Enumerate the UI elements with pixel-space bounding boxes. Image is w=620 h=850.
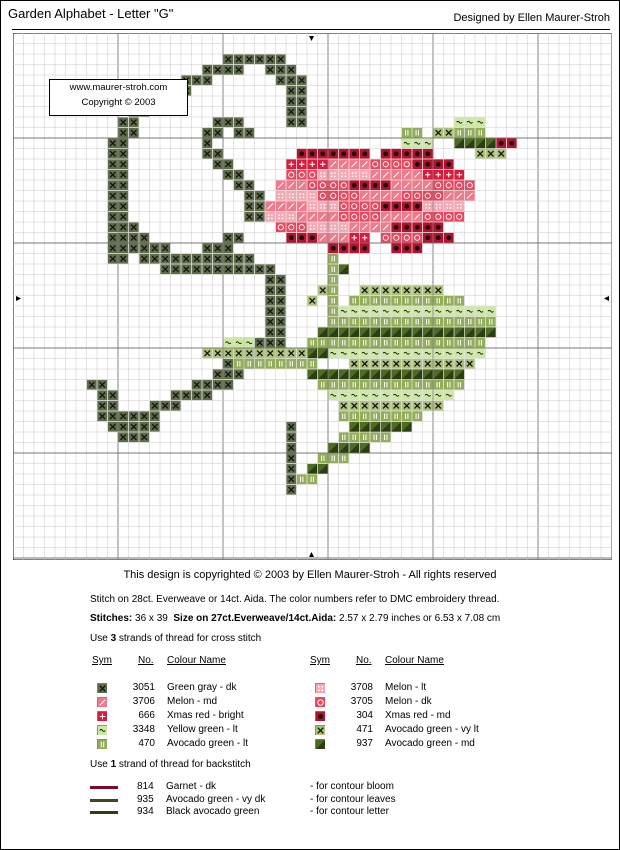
stitch-cell <box>402 296 412 306</box>
stitch-cell <box>370 201 380 211</box>
swatch-3706 <box>97 697 107 707</box>
stitch-cell <box>423 191 433 201</box>
thread-name: Avocado green - vy lt <box>385 724 479 735</box>
stitch-cell <box>433 201 443 211</box>
stitch-cell <box>349 432 359 442</box>
stitch-cell <box>339 201 349 211</box>
stitch-cell <box>454 128 464 138</box>
stitch-cell <box>339 432 349 442</box>
backstitch-name: Garnet - dk <box>166 781 217 792</box>
stitch-cell <box>297 359 307 369</box>
stitch-cell <box>465 128 475 138</box>
stitch-cell <box>402 380 412 390</box>
stitch-cell <box>402 411 412 421</box>
thread-name: Yellow green - lt <box>167 724 238 735</box>
swatch-666 <box>97 711 107 721</box>
stitch-cell <box>454 212 464 222</box>
stitch-cell <box>339 180 349 190</box>
stitch-cell <box>318 180 328 190</box>
stitch-cell <box>423 380 433 390</box>
thread-number: 666 <box>138 710 155 721</box>
stitch-cell <box>370 159 380 169</box>
stitch-cell <box>360 170 370 180</box>
stitch-cell <box>454 180 464 190</box>
stitch-cell <box>265 359 275 369</box>
thread-number: 3708 <box>350 682 373 693</box>
stitch-cell <box>307 201 317 211</box>
stitch-cell <box>307 338 317 348</box>
stitch-cell <box>339 222 349 232</box>
stitch-cell <box>475 338 485 348</box>
stitch-cell <box>276 212 286 222</box>
stitch-cell <box>318 191 328 201</box>
stitch-cell <box>433 380 443 390</box>
swatch-471 <box>315 725 325 735</box>
website-text: www.maurer-stroh.com <box>69 82 168 93</box>
stitch-cell <box>423 296 433 306</box>
stitch-cell <box>412 296 422 306</box>
stitch-cell <box>423 201 433 211</box>
stitch-cell <box>328 275 338 285</box>
thread-name: Melon - dk <box>385 696 432 707</box>
stitch-cell <box>412 380 422 390</box>
name-header-2: Colour Name <box>385 655 444 666</box>
fabric-instructions: Stitch on 28ct. Everweave or 14ct. Aida. The color numbers refer to DMC embroidery thread. <box>90 594 500 605</box>
header-divider <box>12 29 610 30</box>
stitch-cell <box>276 222 286 232</box>
stitch-cell <box>370 338 380 348</box>
stitch-cell <box>234 359 244 369</box>
stitch-cell <box>318 201 328 211</box>
stitch-cell <box>444 317 454 327</box>
swatch-3051 <box>97 683 107 693</box>
stitch-cell <box>349 191 359 201</box>
stitch-cell <box>339 191 349 201</box>
size-value: 2.57 x 2.79 inches or 6.53 x 7.08 cm <box>339 613 501 624</box>
backstitch-use: - for contour bloom <box>310 781 394 792</box>
stitch-cell <box>360 296 370 306</box>
no-header: No. <box>138 655 154 666</box>
stitch-cell <box>328 338 338 348</box>
stitch-cell <box>370 380 380 390</box>
thread-number: 3705 <box>350 696 373 707</box>
stitch-cell <box>276 191 286 201</box>
stitch-cell <box>286 359 296 369</box>
stitch-cell <box>349 338 359 348</box>
stitch-cell <box>318 453 328 463</box>
stitch-cell <box>423 317 433 327</box>
size-label: Size on 27ct.Everweave/14ct.Aida: <box>173 613 337 624</box>
stitch-cell <box>328 317 338 327</box>
thread-number: 3348 <box>132 724 155 735</box>
cross-post: strands of thread for cross stitch <box>116 633 262 644</box>
cross-pre: Use <box>90 633 111 644</box>
stitch-cell <box>465 338 475 348</box>
backstitch-line-935 <box>90 799 118 802</box>
backstitch-instruction <box>90 759 251 770</box>
thread-key <box>0 655 620 755</box>
stitch-cell <box>297 191 307 201</box>
back-pre: Use <box>90 759 111 770</box>
stitch-cell <box>328 380 338 390</box>
stitch-cell <box>433 296 443 306</box>
stitch-cell <box>391 159 401 169</box>
thread-name: Avocado green - lt <box>167 738 248 749</box>
back-strands: 1 <box>110 759 117 770</box>
stitch-cell <box>391 338 401 348</box>
stitch-cell <box>339 212 349 222</box>
stitch-cell <box>402 128 412 138</box>
stitch-cell <box>444 296 454 306</box>
stitch-cell <box>244 359 254 369</box>
stitch-cell <box>339 317 349 327</box>
stitch-cell <box>370 317 380 327</box>
stitch-cell <box>328 296 338 306</box>
stitch-cell <box>349 296 359 306</box>
stitch-cell <box>381 317 391 327</box>
stitch-cell <box>297 170 307 180</box>
stitch-cell <box>391 380 401 390</box>
thread-name: Xmas red - md <box>385 710 451 721</box>
stitch-cell <box>454 380 464 390</box>
stitch-info <box>90 613 500 624</box>
stitch-cell <box>381 411 391 421</box>
back-post: strand of thread for backstitch <box>116 759 251 770</box>
swatch-304 <box>315 711 325 721</box>
stitch-cell <box>307 474 317 484</box>
stitch-cell <box>328 254 338 264</box>
stitch-cell <box>360 338 370 348</box>
stitch-cell <box>423 212 433 222</box>
stitch-cell <box>318 222 328 232</box>
thread-name: Melon - lt <box>385 682 427 693</box>
stitch-cell <box>349 212 359 222</box>
stitches-label: Stitches: <box>90 613 133 624</box>
credit-box <box>49 79 188 116</box>
backstitch-use: - for contour leaves <box>310 793 396 805</box>
stitch-cell <box>391 233 401 243</box>
stitch-cell <box>433 338 443 348</box>
stitch-cell <box>349 380 359 390</box>
stitch-cell <box>454 317 464 327</box>
stitch-cell <box>391 317 401 327</box>
thread-number: 304 <box>356 710 373 721</box>
stitch-cell <box>360 380 370 390</box>
stitch-cell <box>454 338 464 348</box>
stitch-cell <box>307 359 317 369</box>
stitch-cell <box>339 411 349 421</box>
stitch-cell <box>465 180 475 190</box>
stitch-cell <box>328 180 338 190</box>
stitch-cell <box>391 411 401 421</box>
backstitch-line-934 <box>90 811 118 814</box>
stitch-cell <box>444 380 454 390</box>
chart-title: Garden Alphabet - Letter "G" <box>8 6 174 21</box>
stitch-cell <box>307 180 317 190</box>
no-header-2: No. <box>356 655 372 666</box>
backstitch-name: Avocado green - vy dk <box>166 793 266 805</box>
swatch-3348 <box>97 725 107 735</box>
stitch-cell <box>318 338 328 348</box>
stitch-cell <box>286 222 296 232</box>
stitch-cell <box>391 296 401 306</box>
stitch-cell <box>328 306 338 316</box>
stitch-cell <box>423 338 433 348</box>
stitch-cell <box>307 222 317 232</box>
backstitch-number: 934 <box>137 806 154 817</box>
stitch-cell <box>444 338 454 348</box>
thread-number: 471 <box>356 724 373 735</box>
stitch-cell <box>297 222 307 232</box>
stitch-cell <box>360 317 370 327</box>
name-header: Colour Name <box>167 655 226 666</box>
stitch-cell <box>433 191 443 201</box>
sym-header-2: Sym <box>310 655 330 666</box>
stitch-cell <box>381 338 391 348</box>
stitch-cell <box>328 264 338 274</box>
stitch-cell <box>328 222 338 232</box>
stitch-cell <box>381 296 391 306</box>
stitch-cell <box>328 453 338 463</box>
stitch-cell <box>265 212 275 222</box>
stitch-cell <box>412 128 422 138</box>
designer-credit: Designed by Ellen Maurer-Stroh <box>453 12 610 24</box>
thread-name: Melon - md <box>167 696 218 707</box>
stitch-cell <box>328 170 338 180</box>
stitch-cell <box>475 128 485 138</box>
stitch-cell <box>381 233 391 243</box>
credit-copyright: Copyright © 2003 <box>81 97 156 108</box>
stitch-cell <box>360 201 370 211</box>
thread-number: 3051 <box>132 682 155 693</box>
stitch-cell <box>339 170 349 180</box>
swatch-937 <box>315 739 325 749</box>
stitches-value: 36 x 39 <box>135 613 168 624</box>
stitch-cell <box>349 317 359 327</box>
stitch-cell <box>328 201 338 211</box>
stitch-cell <box>381 380 391 390</box>
stitch-cell <box>286 212 296 222</box>
stitch-cell <box>307 191 317 201</box>
stitch-cell <box>370 411 380 421</box>
stitch-cell <box>339 338 349 348</box>
stitch-cell <box>318 380 328 390</box>
stitch-cell <box>433 180 443 190</box>
swatch-3708 <box>315 683 325 693</box>
stitch-cell <box>412 411 422 421</box>
stitch-cell <box>402 191 412 201</box>
backstitch-name: Black avocado green <box>166 806 260 817</box>
stitch-cell <box>349 411 359 421</box>
cross-strands: 3 <box>110 633 117 644</box>
stitch-cell <box>465 317 475 327</box>
stitch-cell <box>475 317 485 327</box>
stitch-cell <box>328 285 338 295</box>
backstitch-number: 814 <box>137 781 154 792</box>
stitch-cell <box>370 432 380 442</box>
stitch-cell <box>381 432 391 442</box>
stitch-cell <box>370 296 380 306</box>
stitch-cell <box>360 432 370 442</box>
stitch-cell <box>412 191 422 201</box>
stitch-cell <box>328 191 338 201</box>
copyright-notice: This design is copyrighted © 2003 by Ellen Maurer-Stroh - All rights reserved <box>123 569 497 581</box>
stitch-cell <box>433 212 443 222</box>
thread-name: Avocado green - md <box>385 738 475 749</box>
stitch-cell <box>412 317 422 327</box>
stitch-cell <box>454 296 464 306</box>
stitch-cell <box>318 170 328 180</box>
pattern-chart <box>13 33 612 560</box>
stitch-cell <box>444 201 454 211</box>
stitch-cell <box>349 201 359 211</box>
swatch-3705 <box>315 697 325 707</box>
stitch-cell <box>402 338 412 348</box>
stitch-cell <box>286 170 296 180</box>
stitch-cell <box>370 212 380 222</box>
stitch-cell <box>276 359 286 369</box>
backstitch-number: 935 <box>137 793 154 805</box>
stitch-cell <box>381 159 391 169</box>
cross-stitch-instruction <box>90 633 261 644</box>
stitch-cell <box>412 338 422 348</box>
stitch-cell <box>454 201 464 211</box>
stitch-cell <box>297 474 307 484</box>
stitch-cell <box>402 317 412 327</box>
thread-name: Xmas red - bright <box>167 710 244 721</box>
thread-number: 937 <box>356 738 373 749</box>
stitch-cell <box>444 180 454 190</box>
stitch-cell <box>433 317 443 327</box>
backstitch-use: - for contour letter <box>310 806 389 817</box>
stitch-cell <box>444 212 454 222</box>
sym-header: Sym <box>92 655 112 666</box>
thread-number: 470 <box>138 738 155 749</box>
stitch-cell <box>402 233 412 243</box>
stitch-cell <box>486 317 496 327</box>
stitch-cell <box>360 411 370 421</box>
thread-name: Green gray - dk <box>167 682 237 693</box>
stitch-cell <box>412 233 422 243</box>
stitch-cell <box>349 170 359 180</box>
stitch-cell <box>286 191 296 201</box>
stitch-cell <box>339 380 349 390</box>
backstitch-line-814 <box>90 786 118 789</box>
stitch-cell <box>402 159 412 169</box>
stitch-cell <box>339 453 349 463</box>
swatch-470 <box>97 739 107 749</box>
stitch-cell <box>307 170 317 180</box>
stitch-cell <box>255 359 265 369</box>
stitch-cell <box>360 212 370 222</box>
thread-number: 3706 <box>132 696 155 707</box>
